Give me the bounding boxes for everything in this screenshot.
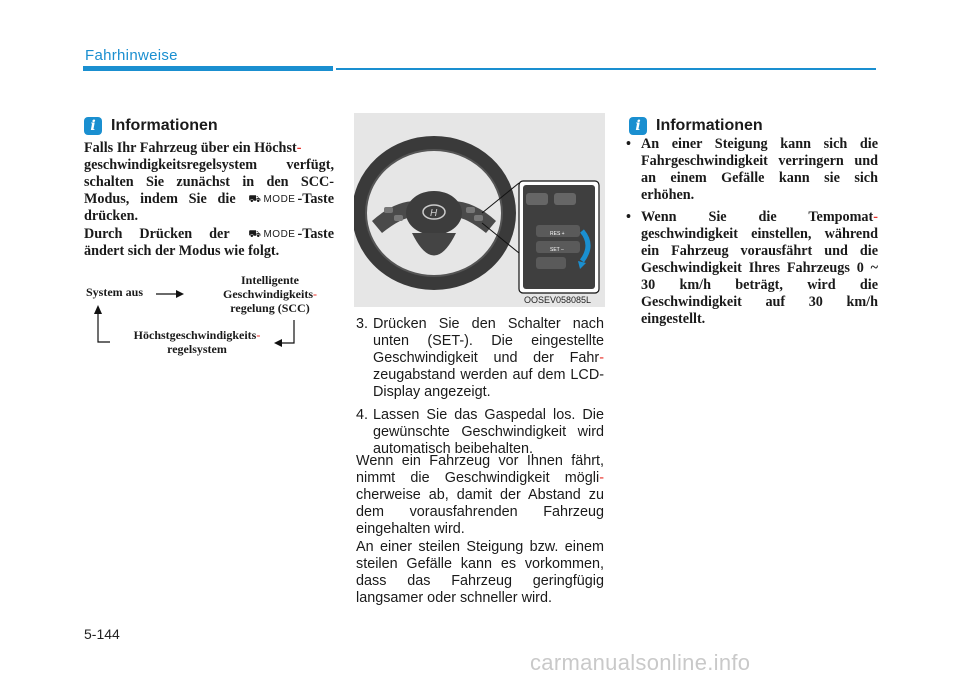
figure-code: OOSEV058085L: [524, 295, 592, 305]
arrow-up-icon: [94, 305, 102, 314]
mode-button-icon: ⛟ MODE: [248, 229, 296, 241]
diagram-label-limiter: Höchstgeschwindigkeits- regelsystem: [133, 328, 261, 356]
list-item: • An einer Steigung kann sich die Fahrgeschwindigkeit verringern und an einem Gefälle kann sie sich erhöhen.: [626, 136, 878, 203]
header-rule-thick: [83, 66, 333, 71]
arrow-right-icon: [176, 290, 184, 298]
info-heading-label: Informationen: [656, 117, 763, 134]
arrow-left-icon: [274, 339, 282, 347]
steering-wheel-illustration: [354, 113, 605, 307]
diagram-label-scc: Intelligente Geschwindigkeits- regelung (SCC): [222, 273, 317, 315]
header-rule-thin: [336, 68, 876, 70]
info-heading-left: [84, 117, 218, 135]
info-icon: i: [84, 117, 102, 135]
watermark: carmanualsonline.info: [530, 650, 751, 675]
mode-button-icon: ⛟ MODE: [248, 194, 296, 206]
svg-text:SET –: SET –: [550, 247, 564, 253]
left-paragraph-2: Durch Drücken der ⛟ MODE -Taste ändert sich der Modus wie folgt.: [84, 226, 334, 260]
diagram-label-system-off: System aus: [86, 285, 144, 299]
info-heading-label: Informationen: [111, 117, 218, 134]
list-item: 3. Drücken Sie den Schalter nach unten (SET-). Die eingestellte Geschwindigkeit und der Fahr-zeugabstand werden auf dem LCD-Display angezeigt.: [356, 316, 604, 400]
middle-paragraph-1: Wenn ein Fahrzeug vor Ihnen fährt, nimmt die Geschwindigkeit mögli-cherweise ab, damit der Abstand zu dem vorausfahrenden Fahrzeug eingehalten wird.: [356, 453, 604, 537]
list-item: 4. Lassen Sie das Gaspedal los. Die gewünschte Geschwindigkeit wird automatisch beibehalten.: [356, 407, 604, 457]
section-header: Fahrhinweise: [85, 47, 178, 64]
steering-wheel-figure: [354, 113, 605, 307]
info-icon: i: [629, 117, 647, 135]
svg-text:RES +: RES +: [550, 231, 565, 237]
left-paragraph-1: Falls Ihr Fahrzeug über ein Höchst- geschwindigkeitsregelsystem verfügt, schalten Sie zunächst in den SCC-Modus, indem Sie die ⛟ MODE -Taste drücken.: [84, 140, 334, 225]
list-item: • Wenn Sie die Tempomat-geschwindigkeit einstellen, während ein Fahrzeug vorausfährt und die Geschwindigkeit Ihres Fahrzeugs 0 ~ 30 km/h beträgt, wird die Geschwindigkeit auf 30 km/h eingestellt.: [626, 209, 878, 327]
diagram-arrows: [80, 270, 340, 370]
middle-paragraph-2: An einer steilen Steigung bzw. einem steilen Gefälle kann es vorkommen, dass das Fahrzeug geringfügig langsamer oder schneller wird.: [356, 539, 604, 606]
info-bullets: [624, 136, 878, 333]
mode-cycle-diagram: [80, 270, 340, 370]
svg-text:H: H: [430, 208, 438, 219]
page-number: 5-144: [84, 626, 120, 642]
numbered-steps: [356, 316, 604, 464]
info-heading-right: [629, 117, 763, 135]
